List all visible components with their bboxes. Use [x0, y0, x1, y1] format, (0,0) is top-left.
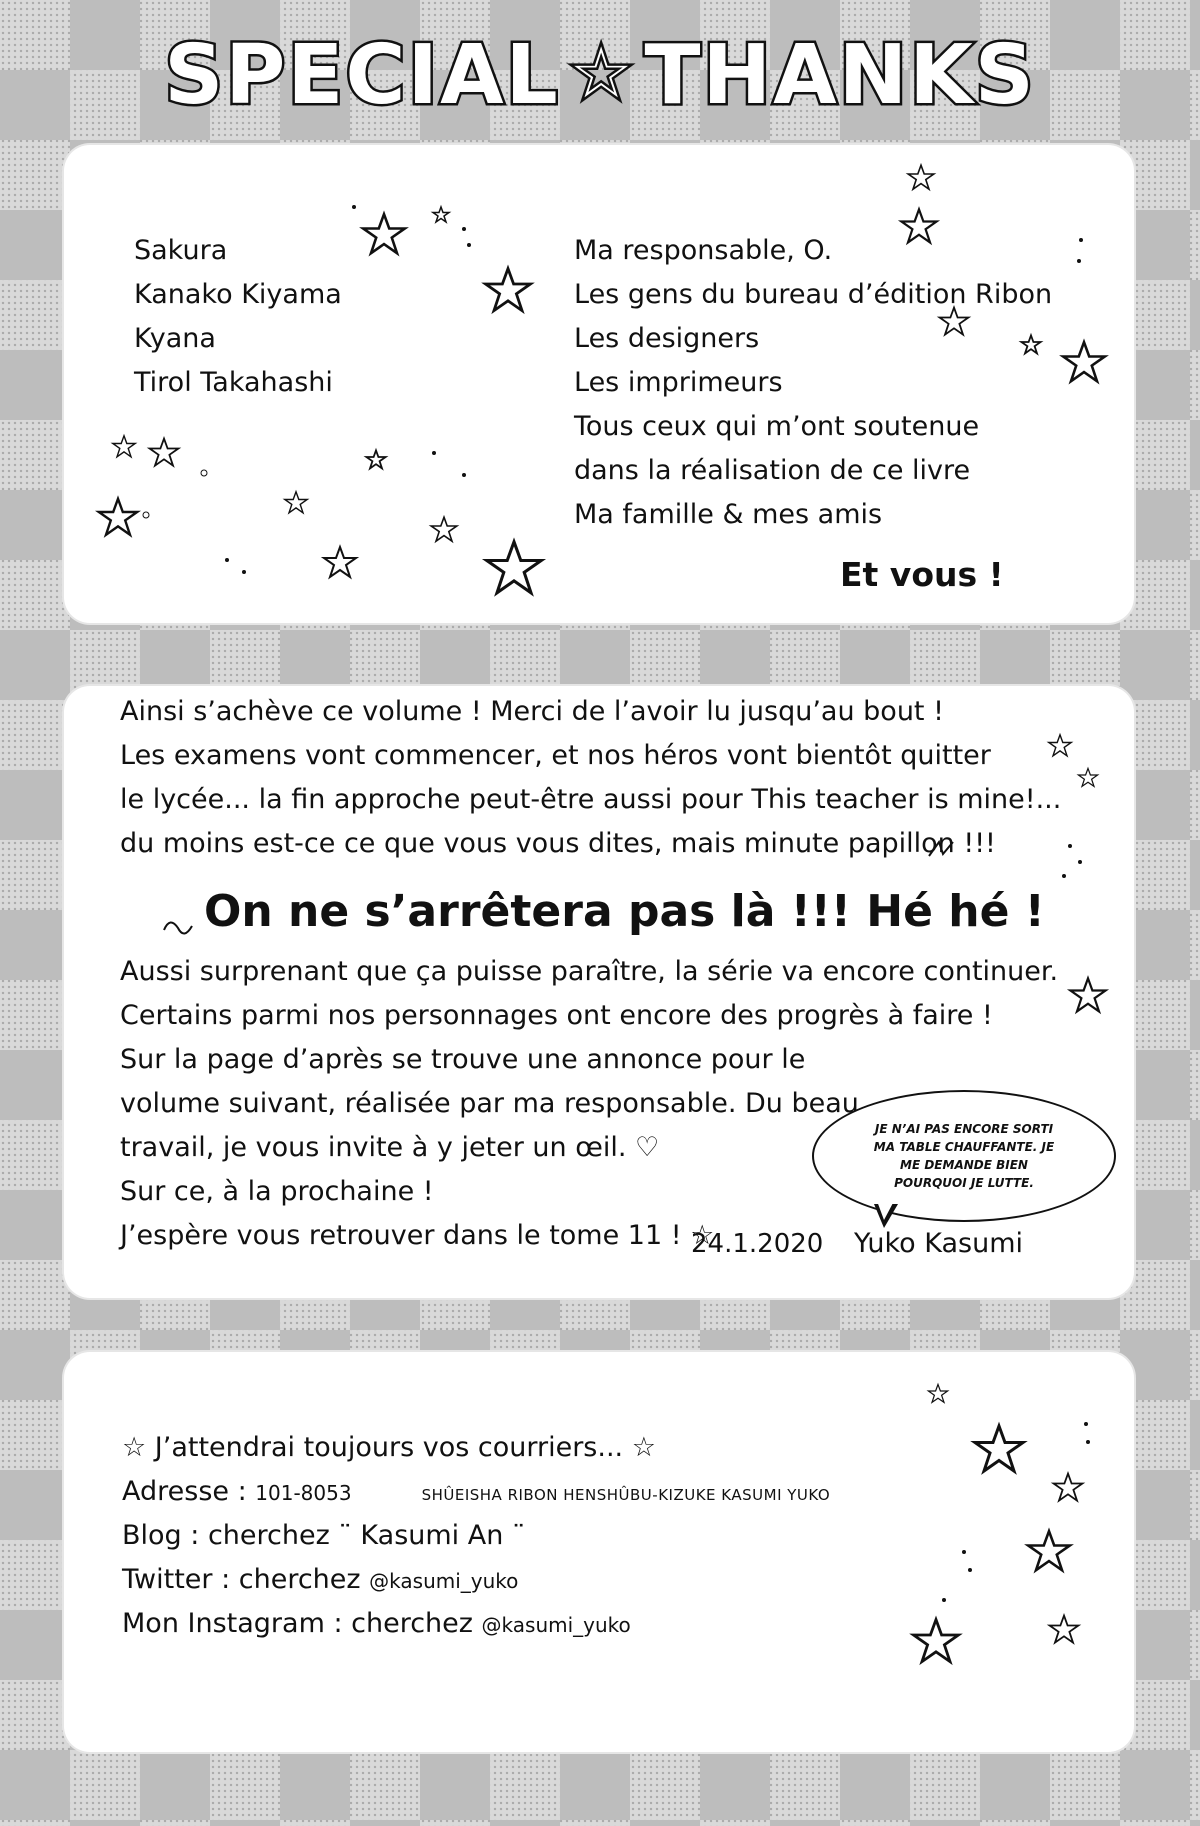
list-item: Les imprimeurs — [574, 367, 783, 398]
star-icon — [914, 1620, 959, 1662]
instagram-handle: @kasumi_yuko — [481, 1613, 631, 1637]
star-icon — [1063, 342, 1105, 381]
star-icon — [113, 436, 135, 457]
contact-address — [122, 1470, 830, 1514]
star-icon — [908, 165, 934, 189]
title-star-icon: ☆ — [569, 32, 635, 114]
contact-panel — [64, 1352, 1134, 1752]
star-icon — [285, 492, 307, 513]
message-line: du moins est-ce ce que vous vous dites, mais minute papillon !!! — [120, 828, 996, 859]
list-item: Tous ceux qui m’ont soutenue — [574, 411, 980, 442]
twitter-label: Twitter : cherchez — [122, 1564, 361, 1595]
contact-info — [122, 1426, 830, 1646]
thanks-panel — [64, 145, 1134, 623]
message-line: le lycée... la fin approche peut-être aussi pour This teacher is mine!... — [120, 784, 1062, 815]
star-icon — [1028, 1531, 1070, 1570]
star-icon — [1078, 768, 1097, 786]
star-icon — [366, 450, 385, 468]
star-icon — [1050, 1616, 1079, 1643]
speech-bubble-text: JE N’AI PAS ENCORE SORTI MA TABLE CHAUFFANTE. JE ME DEMANDE BIEN POURQUOI JE LUTTE. — [873, 1122, 1055, 1190]
list-item: Ma responsable, O. — [574, 235, 833, 266]
thanks-closing: Et vous ! — [840, 555, 1004, 594]
message-line: Sur ce, à la prochaine ! — [120, 1176, 434, 1207]
thanks-left-list — [134, 229, 342, 405]
star-icon — [1070, 978, 1105, 1011]
list-item: Les designers — [574, 323, 760, 354]
list-item: Ma famille & mes amis — [574, 499, 883, 530]
star-icon — [99, 499, 137, 535]
address-label: Adresse : — [122, 1476, 247, 1507]
list-item: Kyana — [134, 323, 216, 354]
contact-blog: Blog : cherchez ¨ Kasumi An ¨ — [122, 1520, 526, 1551]
message-line: volume suivant, réalisée par ma responsable. Du beau — [120, 1088, 859, 1119]
message-panel — [64, 686, 1134, 1298]
message-line: Sur la page d’après se trouve une annonce pour le — [120, 1044, 806, 1075]
star-icon — [975, 1426, 1023, 1471]
list-item: Kanako Kiyama — [134, 279, 342, 310]
star-icon — [363, 214, 405, 253]
list-item: Sakura — [134, 235, 228, 266]
message-line: Aussi surprenant que ça puisse paraître, la série va encore continuer. — [120, 956, 1059, 987]
star-icon — [487, 542, 541, 593]
list-item: Tirol Takahashi — [134, 367, 333, 398]
list-item: dans la réalisation de ce livre — [574, 455, 971, 486]
address-text: SHÛEISHA RIBON HENSHÛBU-KIZUKE KASUMI YUKO — [421, 1486, 831, 1504]
message-date: 24.1.2020 — [691, 1229, 824, 1259]
twitter-handle: @kasumi_yuko — [369, 1569, 519, 1593]
squiggle-icon — [164, 922, 192, 933]
title-left: SPECIAL — [164, 28, 560, 123]
star-icon — [1054, 1474, 1083, 1501]
message-line: travail, je vous invite à y jeter un œil. ♡ — [120, 1132, 660, 1163]
message-headline: On ne s’arrêtera pas là !!! Hé hé ! — [204, 886, 1045, 937]
star-icon — [928, 1384, 947, 1402]
message-line: Les examens vont commencer, et nos héros vont bientôt quitter — [120, 740, 991, 771]
contact-heading: ☆ J’attendrai toujours vos courriers... ☆ — [122, 1432, 656, 1463]
list-item: Les gens du bureau d’édition Ribon — [574, 279, 1053, 310]
page-title — [0, 28, 1200, 123]
contact-instagram — [122, 1602, 830, 1646]
message-line: J’espère vous retrouver dans le tome 11 ! ☆ — [120, 1220, 715, 1251]
contact-twitter — [122, 1558, 830, 1602]
speech-bubble — [812, 1090, 1116, 1222]
star-icon — [433, 207, 449, 222]
address-code: 101-8053 — [255, 1481, 352, 1505]
instagram-label: Mon Instagram : cherchez — [122, 1608, 473, 1639]
star-icon — [486, 269, 531, 311]
title-right: THANKS — [644, 28, 1036, 123]
message-line: Ainsi s’achève ce volume ! Merci de l’avoir lu jusqu’au bout ! — [120, 696, 944, 727]
star-icon — [324, 547, 356, 577]
message-line: Certains parmi nos personnages ont encore des progrès à faire ! — [120, 1000, 993, 1031]
message-author: Yuko Kasumi — [854, 1228, 1024, 1259]
message-intro — [120, 690, 1061, 866]
thanks-right-list — [574, 229, 1052, 537]
star-icon — [150, 439, 179, 466]
star-icon — [431, 517, 457, 541]
